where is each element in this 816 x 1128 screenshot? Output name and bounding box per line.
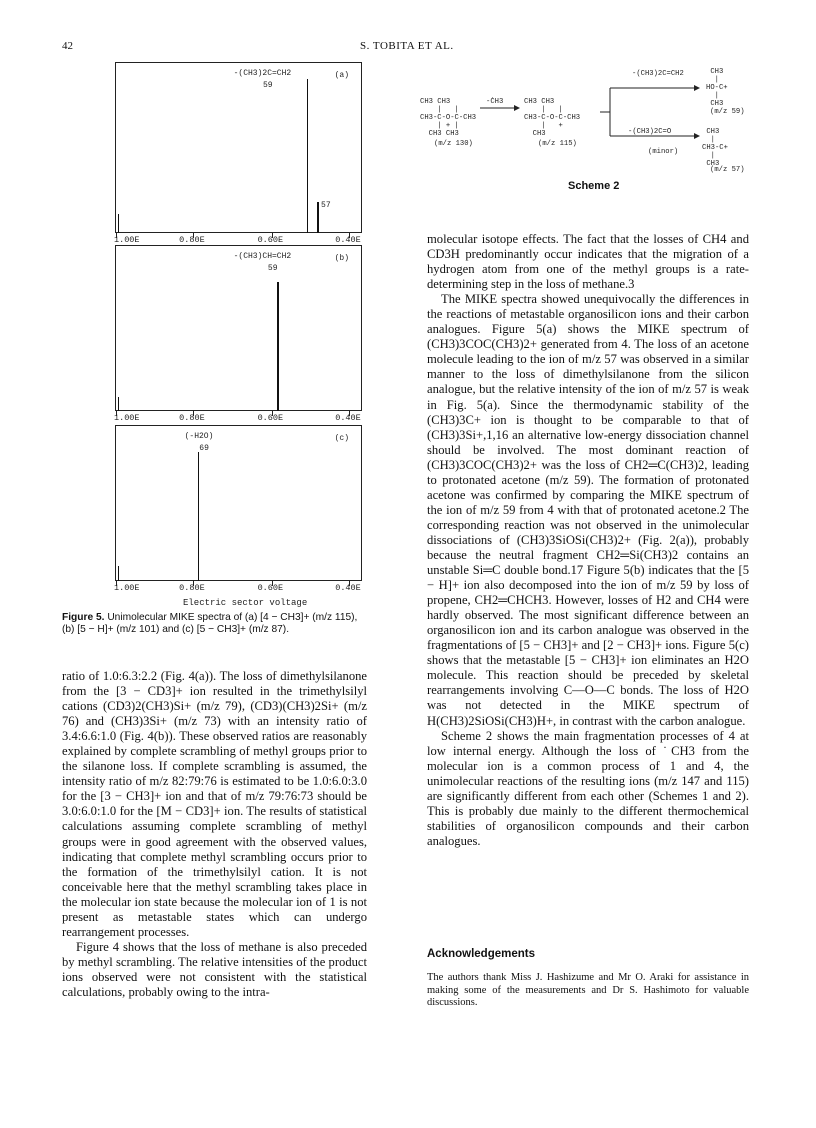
spectrum-panel-c [114,425,362,593]
spectrum-peak [118,397,120,411]
left-paragraph-2: Figure 4 shows that the loss of methane is also preceded by methyl scrambling. The relative intensities of the product ions observed were not consistent with the statistical calculations, probably owing to the intra- [62,939,367,999]
right-paragraph-2: The MIKE spectra showed unequivocally the differences in the reactions of metastable organosilicon ions and their carbon analogues. Figure 5(a) shows the MIKE spectrum of (CH3)3COC(CH3)2+ generated from 4. The loss of an acetone molecule leading to the ion of m/z 57 was observed in a similar manner to the loss of dimethylsilanone from the silicon analogue, but the relative intensity of the ion of m/z 57 is weak in Fig. 5(a). Since the thermodynamic stability of the (CH3)3C+ ion is thought to be comparable to that of (CH3)3Si+,1,16 an alternative low-energy dissociation channel should be involved. The most dominant reaction of (CH3)3COC(CH3)2+ was the loss of CH2═C(CH3)2, leading to protonated acetone (m/z 59). The formation of protonated acetone was confirmed by comparing the MIKE spectrum of the ion of m/z 59 from 4 with that of protonated acetone.2 The corresponding reaction was not observed in the unimolecular dissociations of (CH3)3SiOSi(CH3)2+ (Fig. 2(a)), probably because the neutral fragment CH2═Si(CH3)2 contains an unstable Si═C double bond.17 Figure 5(b) indicates that the [5 − H]+ ion also decomposed into the ion of m/z 59 by loss of propene, CH2═CHCH3. However, losses of H2 and CH4 were hardly observed. The most significant difference between an organosilicon ion and its carbon analogue was observed in the fragmentations of [5 − CH3]+ and [2 − CH3]+ ions. Figure 5(c) shows that the metastable [5 − CH3]+ ion eliminates an H2O molecule. This reaction should be preceded by skeletal rearrangements involving C—O—C bonds. The loss of H2O was not detected in the MIKE spectrum of H(CH3)2SiOSi(CH3)H+, in contrast with the carbon analogue. [427,292,749,728]
page-number: 42 [62,40,73,52]
panel-id-label: (b) [334,254,349,263]
spectrum-peak [317,202,319,233]
spectrum-panel-a [114,62,362,245]
x-tick-label: 1.00E [114,235,140,245]
scheme-2 [420,62,765,232]
panel-id-label: (c) [334,434,349,443]
peak-label: 57 [321,201,331,211]
x-tick-label: 1.00E [114,583,140,593]
x-tick-label: 0.40E [335,583,361,593]
x-tick-label: 0.60E [257,413,284,423]
x-tick-label: 0.80E [179,413,205,423]
acknowledgements-text: The authors thank Miss J. Hashizume and Mr O. Araki for assistance in making some of the measurements and Dr S. Hashimoto for valuable discussions. [427,972,749,1008]
x-axis-line [116,410,361,411]
left-paragraph-1: ratio of 1.0:6.3:2.2 (Fig. 4(a)). The loss of dimethylsilanone from the [3 − CD3]+ ion resulted in the trimethylsilyl cations (CD3)2(CH3)Si+ (m/z 79), (CD3)(CH3)2Si+ (m/z 76) and (CH3)3Si+ (m/z 73) with an intensity ratio of 3.4:6.6:1.0 (Fig. 4(b)). These observed ratios are reasonably explained by complete scrambling of methyl groups prior to the silanone loss. If complete scrambling is assumed, the intensity ratio of m/z 82:79:76 is estimated to be 1.0:6.0:3.0 for the [3 − CH3]+ ion and that of m/z 79:76:73 should be 3.0:6.0:1.0 for the [M − CD3]+ ion. The results of statistical calculations assuming complete scrambling of methyl groups were in good agreement with the observed values, indicating that complete methyl scrambling occurs prior to the formation of the trimethylsilyl cation. It is not conceivable here that the methyl scrambling takes place in the molecular ion state because the molecular ion of 1 is not present as metastable states which can undergo rearrangement processes. [62,669,367,939]
spectrum-peak [198,452,200,581]
scheme-mol1: CH3 CH3 | | CH3-C-O-C-CH3 | + | CH3 CH3 [420,98,477,138]
scheme-prod1: CH3 | HO-C+ | CH3 [706,68,728,108]
x-tick-label: 0.80E [179,235,205,245]
scheme-mol2-mz: (m/z 115) [538,140,577,148]
scheme-prod2-mz: (m/z 57) [710,166,745,174]
scheme-radical-loss: -ĊH3 [486,98,504,106]
scheme-prod2: CH3 | CH3-C+ | CH3 [702,128,728,168]
scheme-branch-arrows [600,84,700,146]
panel-annotation-mz: 59 [263,81,273,90]
caption-label: Figure 5. [62,612,105,623]
left-column [62,669,367,1000]
acknowledgements-title: Acknowledgements [427,948,535,960]
spectrum-peak [277,282,279,411]
x-tick-label: 0.80E [179,583,205,593]
panel-id-label: (a) [334,71,349,80]
panel-annotation-mz: 59 [267,264,278,273]
scheme-title: Scheme 2 [568,180,620,192]
scheme-arrow-1 [480,104,520,112]
figure-5-caption [62,612,367,636]
right-paragraph-1: molecular isotope effects. The fact that the losses of CH4 and CD3H predominantly occur indicates that the migration of a hydrogen atom from one of the methyl groups is a rate-determining step in the loss of methane.3 [427,232,749,292]
scheme-mol2: CH3 CH3 | | CH3-C-O-C-CH3 | + CH3 [524,98,581,138]
spectrum-peak [118,214,120,233]
caption-text: Unimolecular MIKE spectra of (a) [4 − CH3]+ (m/z 115), (b) [5 − H]+ (m/z 101) and (c) [5 − CH3]+ (m/z 87). [62,612,358,635]
x-axis-label: Electric sector voltage [183,598,308,608]
scheme-prod1-mz: (m/z 59) [710,108,745,116]
right-paragraph-3: Scheme 2 shows the main fragmentation processes of 4 at low internal energy. Although the loss of ˙CH3 from the molecular ion is a common process of 1 and 4, the unimolecular reactions of the resulting ions (m/z 147 and 115) are significantly different from each other (Schemes 1 and 2). This is probably due mainly to the different thermochemical stabilities of organosilicon compounds and their carbon analogues. [427,728,749,848]
x-tick-label: 1.00E [114,413,140,423]
x-axis-line [116,580,361,581]
x-axis-line [116,232,361,233]
spectrum-peak [307,79,309,233]
scheme-minor: (minor) [648,148,679,156]
panel-annotation: -(CH3)2C=CH2 [233,69,292,78]
panel-annotation-mz: 69 [199,444,209,453]
right-column [427,232,749,849]
scheme-mol1-mz: (m/z 130) [434,140,473,148]
running-title: S. TOBITA ET AL. [360,40,454,52]
spectrum-peak [118,566,120,581]
spectrum-panel-b [114,245,362,423]
scheme-bottom-loss: -(CH3)2C=O [628,128,672,136]
x-tick-label: 0.60E [257,583,284,593]
x-tick-label: 0.40E [335,413,361,423]
x-tick-label: 0.40E [335,235,361,245]
panel-annotation: (-H2O) [184,432,214,441]
panel-annotation: -(CH3)CH=CH2 [233,252,292,261]
x-tick-label: 0.60E [257,235,284,245]
scheme-top-loss: -(CH3)2C=CH2 [632,70,684,78]
